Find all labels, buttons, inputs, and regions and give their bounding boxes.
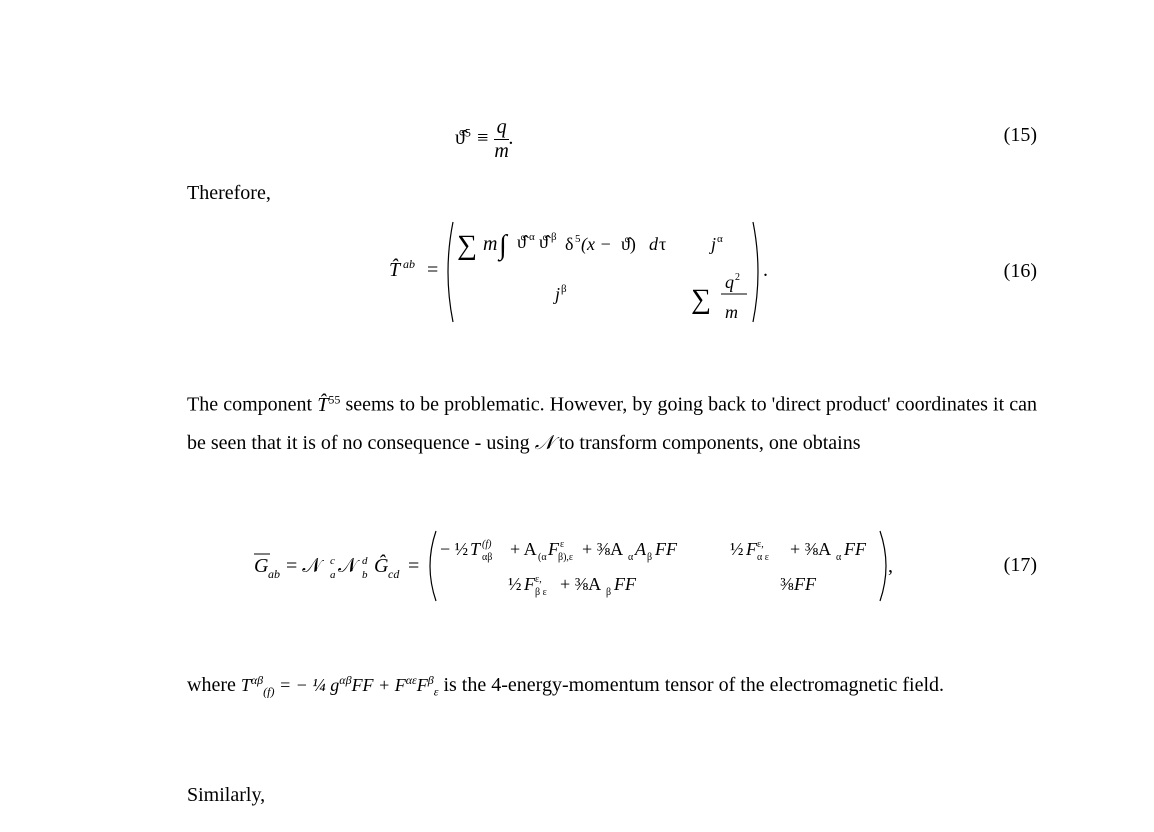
para2-part-b: is the 4-energy-momentum tensor of the electromagnetic field. xyxy=(443,674,945,696)
equation-16-graphic xyxy=(385,218,785,326)
svg-text:ε,: ε, xyxy=(535,574,542,585)
svg-text:β: β xyxy=(551,231,557,243)
para2-part-a: where xyxy=(187,674,236,696)
svg-text:5: 5 xyxy=(575,233,581,245)
svg-text:β: β xyxy=(561,283,567,295)
symbol-t55: T̂$^{55}$ xyxy=(317,392,341,416)
svg-text:δ: δ xyxy=(565,234,574,254)
svg-text:∑: ∑ xyxy=(691,284,711,315)
svg-text:m: m xyxy=(483,233,498,255)
svg-text:ϑ̂̂: ϑ̂̂ xyxy=(517,232,526,252)
svg-text:a: a xyxy=(330,569,336,581)
svg-text:c: c xyxy=(330,555,335,567)
para1-part-c: to transform components, one obtains xyxy=(558,431,861,454)
svg-text:+ ⅜A: + ⅜A xyxy=(582,539,624,559)
svg-text:F: F xyxy=(548,539,559,559)
svg-text:β ε: β ε xyxy=(535,587,547,598)
equation-17 xyxy=(252,528,902,604)
svg-text:FF: FF xyxy=(655,539,677,559)
therefore-text: Therefore, xyxy=(187,182,271,204)
svg-text:α ε: α ε xyxy=(757,552,769,563)
svg-text:F: F xyxy=(524,574,535,594)
svg-text:β: β xyxy=(606,587,612,598)
svg-text:+ ⅜A: + ⅜A xyxy=(790,539,832,559)
svg-text:(α: (α xyxy=(538,552,547,563)
svg-text:α: α xyxy=(628,552,634,563)
equation-number-17: (17) xyxy=(1003,554,1037,576)
equation-15: ϑ̂̂$^5$ ≡ $\frac{q}{m}$ . xyxy=(455,116,514,162)
svg-text:∫: ∫ xyxy=(499,230,507,261)
svg-text:j: j xyxy=(555,284,561,304)
svg-text:ε,: ε, xyxy=(757,539,764,550)
svg-text:ε: ε xyxy=(560,539,565,550)
svg-text:β),ε: β),ε xyxy=(558,552,574,563)
svg-text:α: α xyxy=(836,552,842,563)
svg-text:½: ½ xyxy=(508,574,522,594)
svg-text:T: T xyxy=(470,539,481,559)
symbol-N: 𝒩 xyxy=(534,431,554,454)
svg-text:ϑ̂): ϑ̂) xyxy=(621,234,636,254)
similarly-text: Similarly, xyxy=(187,784,266,806)
svg-text:+ A: + A xyxy=(510,539,537,559)
svg-text:∑: ∑ xyxy=(457,230,477,261)
svg-text:ab: ab xyxy=(403,257,415,271)
para1-part-b: seems to be problematic. However, by going back to 'direct product' coordinates it can be seen that it is of no consequence - using xyxy=(187,393,1038,454)
svg-text:cd: cd xyxy=(388,567,400,581)
svg-text:Ĝ: Ĝ xyxy=(374,555,389,577)
svg-text:.: . xyxy=(763,259,768,281)
svg-text:FF: FF xyxy=(614,574,636,594)
svg-text:q: q xyxy=(725,272,734,292)
svg-text:T̂: T̂ xyxy=(389,259,401,281)
paragraph-component xyxy=(187,380,1037,462)
svg-text:+ ⅜A: + ⅜A xyxy=(560,574,602,594)
svg-text:τ: τ xyxy=(659,234,667,254)
svg-text:β: β xyxy=(647,552,653,563)
svg-text:− ½: − ½ xyxy=(440,539,469,559)
svg-text:𝒩: 𝒩 xyxy=(338,555,358,577)
tensor-formula: $T^{\alpha\beta}_{(f)}$ = − ¼ $g^{\alpha\beta}FF + F^{\alpha\varepsilon}F^\beta_\varepsilon$ xyxy=(240,673,439,699)
svg-text:b: b xyxy=(362,569,368,581)
svg-text:(x −: (x − xyxy=(581,234,612,254)
svg-text:F: F xyxy=(746,539,757,559)
svg-text:,: , xyxy=(888,555,893,577)
svg-text:ϑ̂̂: ϑ̂̂ xyxy=(539,232,548,252)
svg-text:d: d xyxy=(362,555,368,567)
svg-text:⅜: ⅜ xyxy=(780,574,794,594)
svg-text:= 𝒩: = 𝒩 xyxy=(286,555,322,577)
svg-text:m: m xyxy=(725,302,738,322)
svg-text:d: d xyxy=(649,234,658,254)
svg-text:FF: FF xyxy=(794,574,816,594)
equation-number-15: (15) xyxy=(1003,124,1037,146)
paragraph-where xyxy=(187,661,1037,711)
svg-text:½: ½ xyxy=(730,539,744,559)
svg-text:2: 2 xyxy=(735,272,740,283)
equation-16 xyxy=(385,218,785,326)
svg-text:ab: ab xyxy=(268,567,280,581)
svg-text:A: A xyxy=(635,539,646,559)
svg-text:αβ: αβ xyxy=(482,552,493,563)
svg-text:G: G xyxy=(254,555,269,577)
svg-text:j: j xyxy=(711,234,717,254)
svg-text:FF: FF xyxy=(844,539,866,559)
equation-number-16: (16) xyxy=(1003,260,1037,282)
svg-text:(f): (f) xyxy=(482,539,492,550)
equation-17-graphic xyxy=(252,528,902,604)
svg-text:=: = xyxy=(427,259,439,281)
para1-part-a: The component xyxy=(187,393,313,416)
svg-text:α: α xyxy=(529,231,535,243)
svg-text:α: α xyxy=(717,233,723,245)
svg-text:=: = xyxy=(408,555,420,577)
